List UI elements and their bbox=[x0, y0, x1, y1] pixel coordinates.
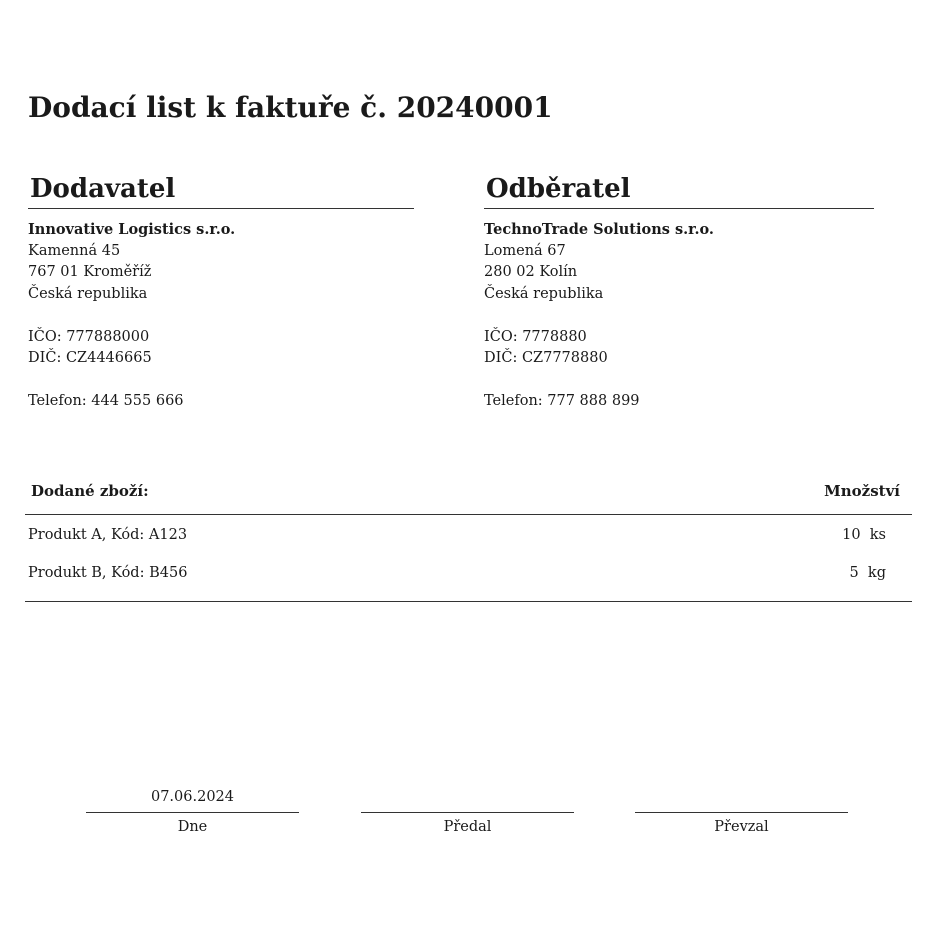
received-signature-field bbox=[635, 786, 848, 838]
delivered-goods-table bbox=[25, 476, 912, 602]
supplier-name: Innovative Logistics s.r.o. bbox=[28, 221, 236, 238]
quantity-cell: 10 ks bbox=[842, 527, 886, 543]
customer-name: TechnoTrade Solutions s.r.o. bbox=[484, 221, 714, 238]
spacer bbox=[484, 305, 874, 327]
received-value bbox=[635, 786, 848, 808]
table-header bbox=[25, 476, 912, 515]
product-cell: Produkt B, Kód: B456 bbox=[28, 565, 188, 581]
document-title: Dodací list k faktuře č. 20240001 bbox=[28, 91, 553, 124]
date-label: Dne bbox=[177, 819, 208, 835]
customer-phone: Telefon: 777 888 899 bbox=[484, 393, 640, 409]
table-row bbox=[25, 557, 912, 595]
handed-over-value bbox=[361, 786, 574, 808]
signature-line bbox=[635, 812, 848, 813]
supplier-block bbox=[28, 170, 414, 413]
table-body bbox=[25, 515, 912, 602]
product-cell: Produkt A, Kód: A123 bbox=[28, 527, 188, 543]
handed-over-signature-field bbox=[361, 786, 574, 838]
date-value: 07.06.2024 bbox=[150, 789, 235, 805]
spacer bbox=[28, 370, 414, 392]
received-label: Převzal bbox=[714, 819, 769, 835]
table-row bbox=[25, 519, 912, 557]
supplier-street: Kamenná 45 bbox=[28, 242, 121, 259]
supplier-city: 767 01 Kroměříž bbox=[28, 264, 152, 280]
supplier-heading: Dodavatel bbox=[28, 170, 414, 209]
quantity-cell: 5 kg bbox=[849, 565, 886, 581]
date-signature-field bbox=[86, 786, 299, 838]
signature-line bbox=[86, 812, 299, 813]
signature-line bbox=[361, 812, 574, 813]
supplier-dic: DIČ: CZ4446665 bbox=[28, 350, 152, 366]
goods-column-header: Dodané zboží: bbox=[31, 482, 149, 500]
customer-ico: IČO: 7778880 bbox=[484, 328, 587, 345]
supplier-phone: Telefon: 444 555 666 bbox=[28, 393, 184, 409]
quantity-column-header: Množství bbox=[824, 482, 900, 500]
supplier-country: Česká republika bbox=[28, 285, 148, 302]
customer-city: 280 02 Kolín bbox=[484, 264, 578, 280]
customer-country: Česká republika bbox=[484, 285, 604, 302]
handed-over-label: Předal bbox=[443, 819, 492, 835]
supplier-details bbox=[28, 219, 414, 413]
customer-heading: Odběratel bbox=[484, 170, 874, 209]
customer-dic: DIČ: CZ7778880 bbox=[484, 350, 608, 366]
customer-street: Lomená 67 bbox=[484, 242, 566, 259]
customer-details bbox=[484, 219, 874, 413]
spacer bbox=[28, 305, 414, 327]
customer-block bbox=[484, 170, 874, 413]
supplier-ico: IČO: 777888000 bbox=[28, 328, 150, 345]
spacer bbox=[484, 370, 874, 392]
